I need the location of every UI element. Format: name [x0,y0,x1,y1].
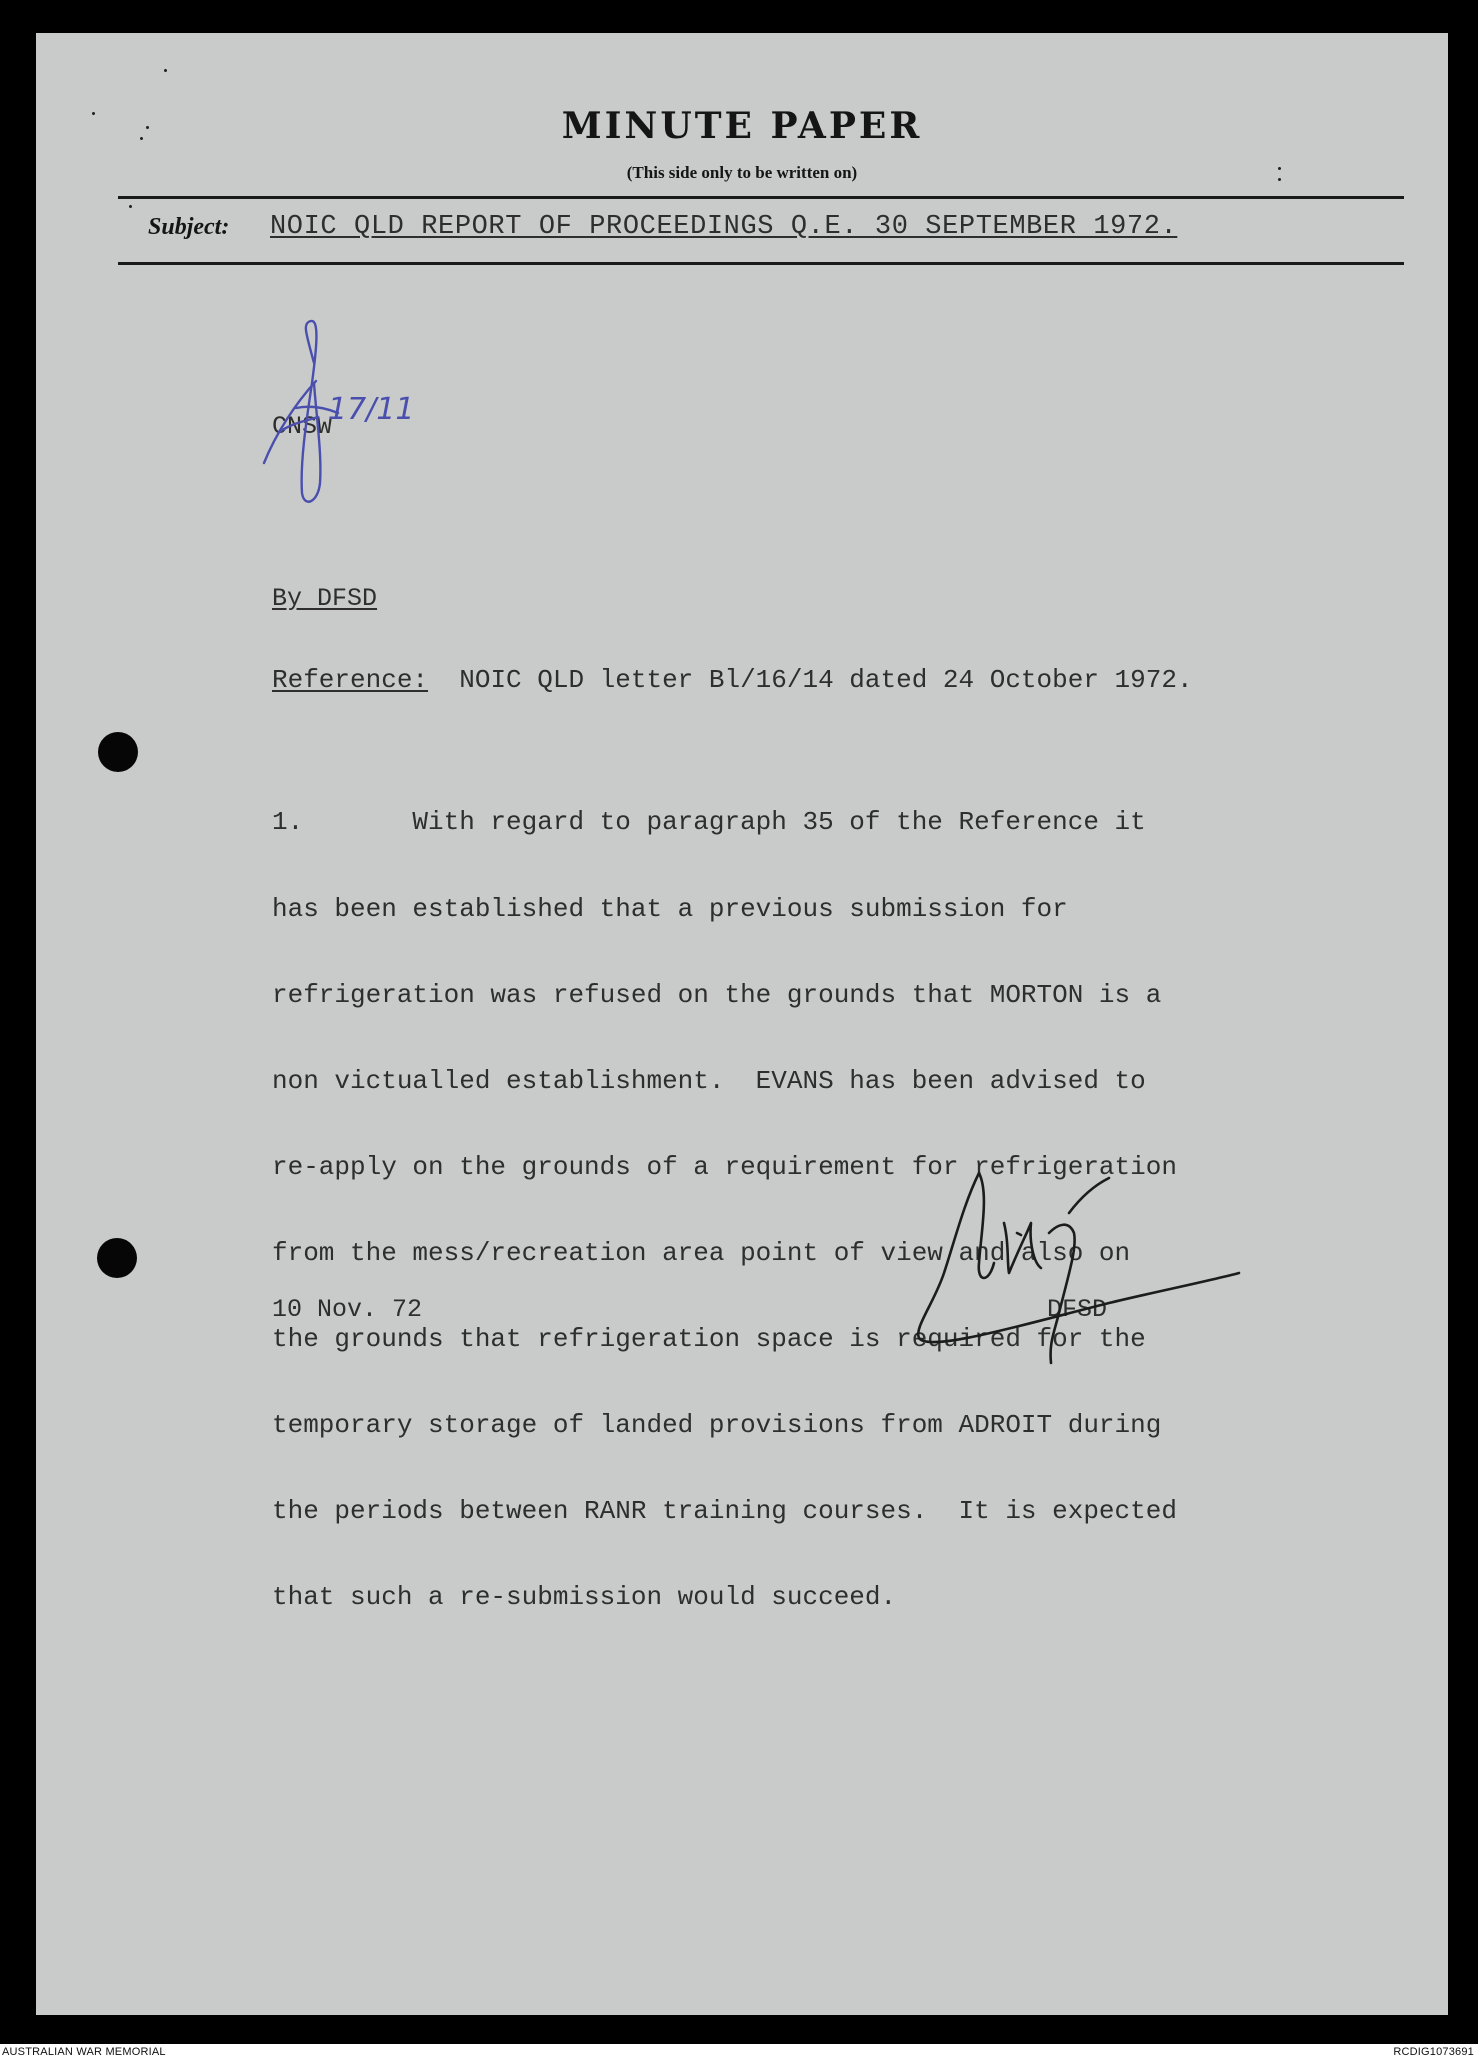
reference-value: NOIC QLD letter Bl/16/14 dated 24 October 1972. [428,665,1193,695]
paragraph-line: non victualled establishment. EVANS has been advised to [272,1065,1146,1096]
archive-footer [0,2044,1478,2061]
paragraph-line: from the mess/recreation area point of view and also on [272,1237,1131,1268]
subject-label: Subject: [148,214,230,240]
signatory-title: DFSD [1047,1295,1108,1324]
subject-value: NOIC QLD REPORT OF PROCEEDINGS Q.E. 30 SEPTEMBER 1972. [270,212,1178,242]
paragraph-line: 1. With regard to paragraph 35 of the Reference it [272,807,1146,838]
signature [909,1163,1249,1393]
paragraph-line: the grounds that refrigeration space is required for the [272,1324,1146,1355]
subject-rule-bottom [118,262,1404,265]
page-subtitle: (This side only to be written on) [626,163,858,182]
paragraph-line: has been established that a previous submission for [272,893,1068,924]
addressee: CNSW [272,412,333,441]
punch-hole [97,1238,137,1278]
minute-date: 10 Nov. 72 [272,1295,423,1324]
page-title: MINUTE PAPER [561,105,923,147]
archive-id: RCDIG1073691 [1393,2046,1474,2058]
reference-label: Reference: [272,665,429,695]
archive-name: AUSTRALIAN WAR MEMORIAL [2,2046,166,2058]
by-line: By DFSD [272,584,378,613]
paragraph-line: the periods between RANR training courses. It is expected [272,1496,1177,1527]
paragraph-line: that such a re-submission would succeed. [272,1582,897,1613]
reference-line [272,665,1193,695]
paper-speck [129,205,132,208]
paragraph-line: temporary storage of landed provisions from ADROIT during [272,1410,1162,1441]
paragraph-line: refrigeration was refused on the grounds that MORTON is a [272,979,1162,1010]
punch-hole [98,732,138,772]
paragraph-line: re-apply on the grounds of a requirement for refrigeration [272,1151,1177,1182]
paper-speck [164,69,167,72]
initials-date: 17/11 [328,392,415,427]
handwritten-initials [256,313,496,513]
minute-paper-sheet [36,33,1448,2015]
subject-rule-top [118,196,1404,199]
